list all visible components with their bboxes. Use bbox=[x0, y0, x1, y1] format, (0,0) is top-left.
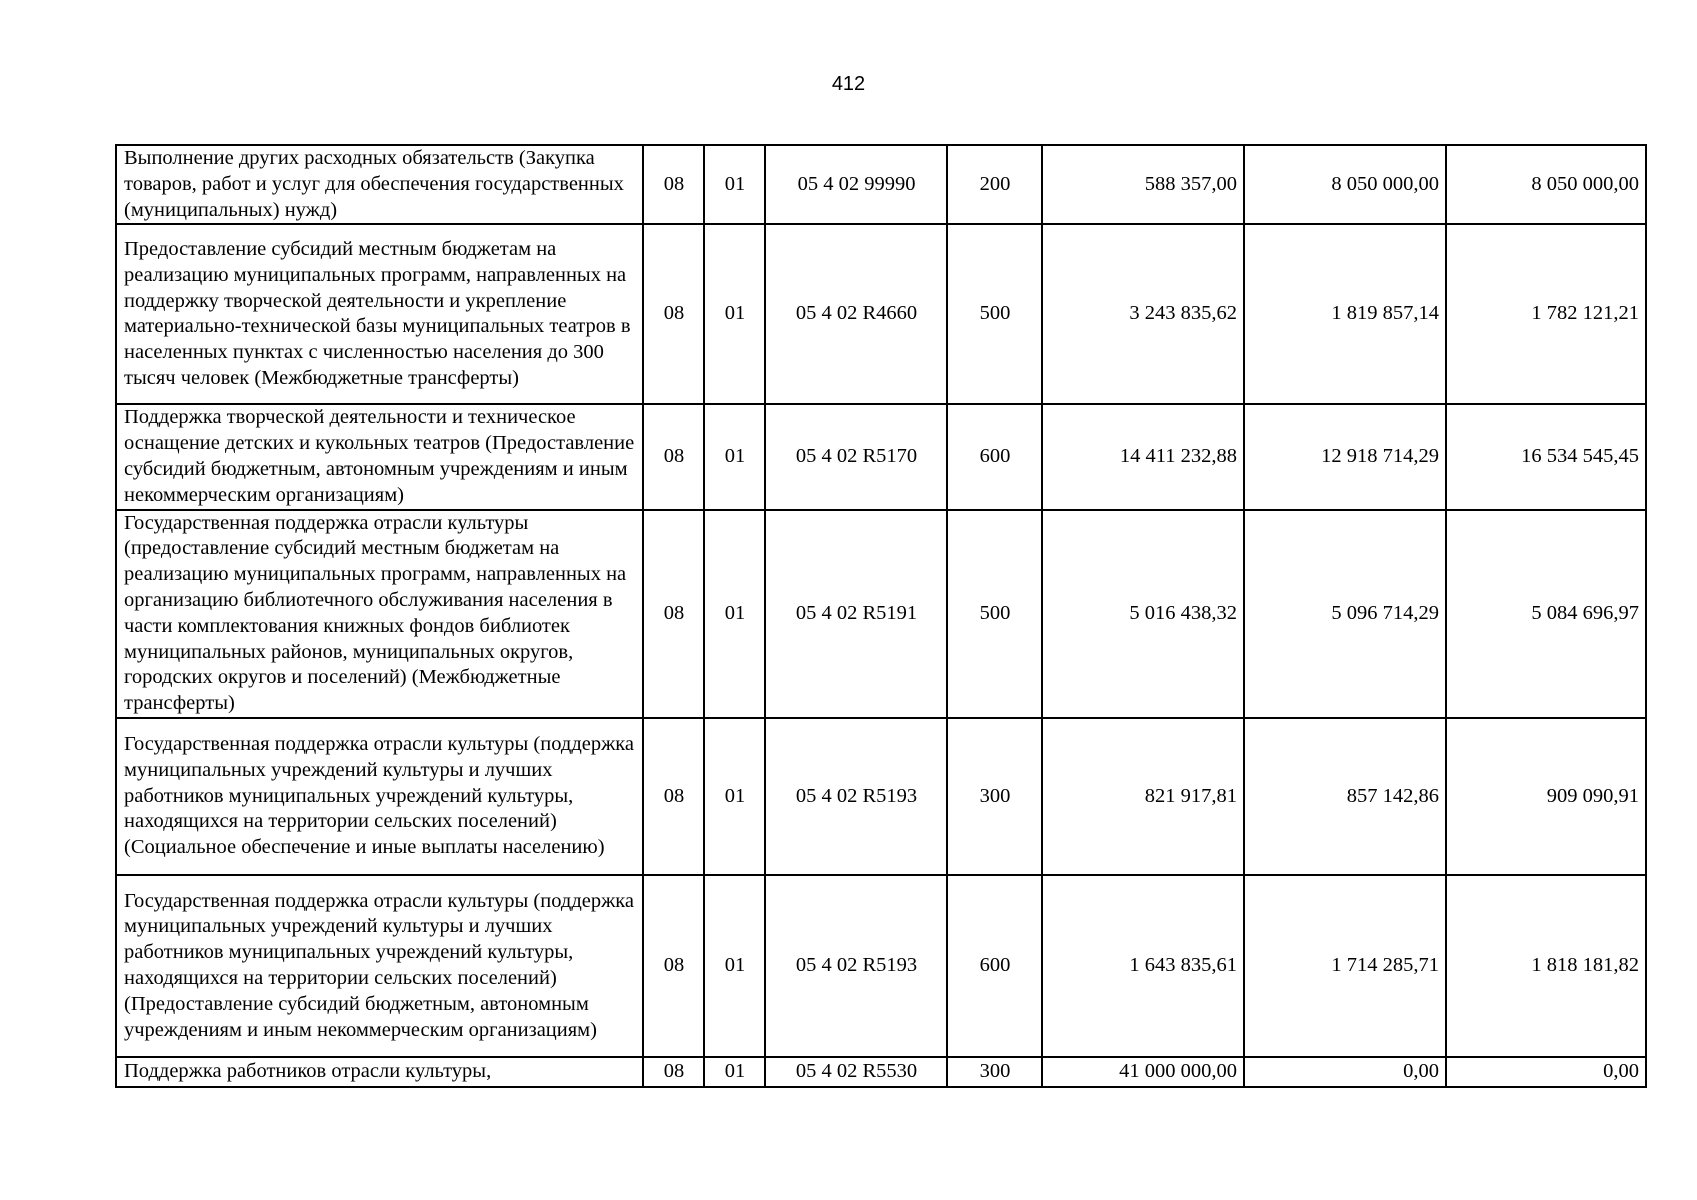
expense-type-code: 200 bbox=[947, 145, 1042, 224]
amount-year-2: 8 050 000,00 bbox=[1244, 145, 1446, 224]
amount-year-3: 8 050 000,00 bbox=[1446, 145, 1646, 224]
row-description: Государственная поддержка отрасли культуры (поддержка муниципальных учреждений культуры и лучших работников муниципальных учреждений культуры, находящихся на территории сельских поселений) (Социальное обеспечение и иные выплаты населению) bbox=[116, 718, 643, 875]
section-code: 08 bbox=[643, 224, 704, 404]
subsection-code: 01 bbox=[704, 718, 765, 875]
target-article-code: 05 4 02 R5191 bbox=[765, 510, 947, 718]
table-row bbox=[116, 718, 1646, 875]
row-description: Предоставление субсидий местным бюджетам на реализацию муниципальных программ, направленных на поддержку творческой деятельности и укрепление материально-технической базы муниципальных театров в населенных пунктах с численностью населения до 300 тысяч человек (Межбюджетные трансферты) bbox=[116, 224, 643, 404]
expense-type-code: 500 bbox=[947, 224, 1042, 404]
expense-type-code: 600 bbox=[947, 404, 1042, 509]
page-number: 412 bbox=[831, 73, 866, 95]
amount-year-1: 3 243 835,62 bbox=[1042, 224, 1244, 404]
row-description: Выполнение других расходных обязательств (Закупка товаров, работ и услуг для обеспечения государственных (муниципальных) нужд) bbox=[116, 145, 643, 224]
target-article-code: 05 4 02 99990 bbox=[765, 145, 947, 224]
row-description: Государственная поддержка отрасли культуры (предоставление субсидий местным бюджетам на реализацию муниципальных программ, направленных на организацию библиотечного обслуживания населения в части комплектования книжных фондов библиотек муниципальных районов, муниципальных округов, городских округов и поселений) (Межбюджетные трансферты) bbox=[116, 510, 643, 718]
budget-table bbox=[115, 144, 1647, 1088]
target-article-code: 05 4 02 R5193 bbox=[765, 875, 947, 1057]
amount-year-1: 5 016 438,32 bbox=[1042, 510, 1244, 718]
amount-year-2: 1 714 285,71 bbox=[1244, 875, 1446, 1057]
section-code: 08 bbox=[643, 875, 704, 1057]
table-row bbox=[116, 510, 1646, 718]
expense-type-code: 300 bbox=[947, 1057, 1042, 1087]
amount-year-2: 1 819 857,14 bbox=[1244, 224, 1446, 404]
subsection-code: 01 bbox=[704, 1057, 765, 1087]
amount-year-3: 16 534 545,45 bbox=[1446, 404, 1646, 509]
row-description: Поддержка творческой деятельности и техническое оснащение детских и кукольных театров (Предоставление субсидий бюджетным, автономным учреждениям и иным некоммерческим организациям) bbox=[116, 404, 643, 509]
target-article-code: 05 4 02 R5170 bbox=[765, 404, 947, 509]
amount-year-3: 0,00 bbox=[1446, 1057, 1646, 1087]
table-row bbox=[116, 224, 1646, 404]
target-article-code: 05 4 02 R5193 bbox=[765, 718, 947, 875]
amount-year-3: 909 090,91 bbox=[1446, 718, 1646, 875]
expense-type-code: 600 bbox=[947, 875, 1042, 1057]
amount-year-1: 41 000 000,00 bbox=[1042, 1057, 1244, 1087]
amount-year-3: 1 782 121,21 bbox=[1446, 224, 1646, 404]
subsection-code: 01 bbox=[704, 224, 765, 404]
section-code: 08 bbox=[643, 1057, 704, 1087]
section-code: 08 bbox=[643, 718, 704, 875]
amount-year-3: 5 084 696,97 bbox=[1446, 510, 1646, 718]
row-description: Государственная поддержка отрасли культуры (поддержка муниципальных учреждений культуры и лучших работников муниципальных учреждений культуры, находящихся на территории сельских поселений) (Предоставление субсидий бюджетным, автономным учреждениям и иным некоммерческим организациям) bbox=[116, 875, 643, 1057]
expense-type-code: 300 bbox=[947, 718, 1042, 875]
amount-year-1: 14 411 232,88 bbox=[1042, 404, 1244, 509]
amount-year-2: 12 918 714,29 bbox=[1244, 404, 1446, 509]
subsection-code: 01 bbox=[704, 510, 765, 718]
amount-year-1: 588 357,00 bbox=[1042, 145, 1244, 224]
subsection-code: 01 bbox=[704, 875, 765, 1057]
table-row bbox=[116, 875, 1646, 1057]
subsection-code: 01 bbox=[704, 145, 765, 224]
amount-year-2: 857 142,86 bbox=[1244, 718, 1446, 875]
row-description: Поддержка работников отрасли культуры, bbox=[116, 1057, 643, 1087]
amount-year-2: 5 096 714,29 bbox=[1244, 510, 1446, 718]
amount-year-1: 821 917,81 bbox=[1042, 718, 1244, 875]
table-row bbox=[116, 404, 1646, 509]
section-code: 08 bbox=[643, 145, 704, 224]
amount-year-3: 1 818 181,82 bbox=[1446, 875, 1646, 1057]
table-row bbox=[116, 145, 1646, 224]
amount-year-2: 0,00 bbox=[1244, 1057, 1446, 1087]
subsection-code: 01 bbox=[704, 404, 765, 509]
target-article-code: 05 4 02 R5530 bbox=[765, 1057, 947, 1087]
table-row bbox=[116, 1057, 1646, 1087]
section-code: 08 bbox=[643, 510, 704, 718]
target-article-code: 05 4 02 R4660 bbox=[765, 224, 947, 404]
expense-type-code: 500 bbox=[947, 510, 1042, 718]
section-code: 08 bbox=[643, 404, 704, 509]
amount-year-1: 1 643 835,61 bbox=[1042, 875, 1244, 1057]
